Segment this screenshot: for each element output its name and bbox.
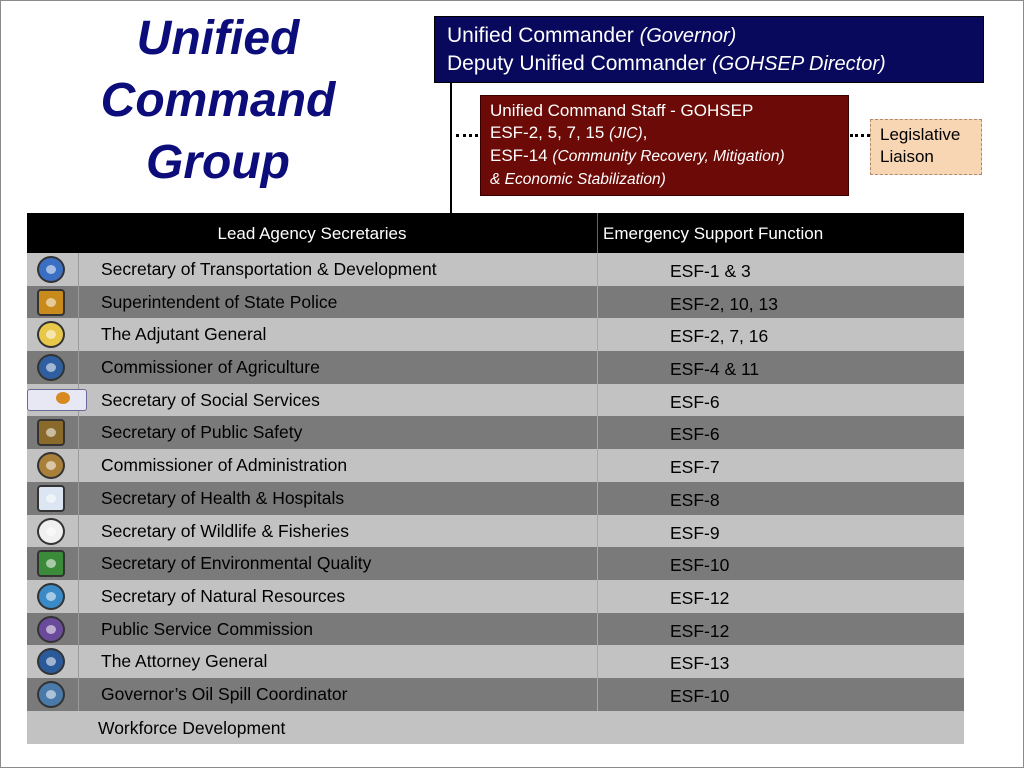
agency-name: The Adjutant General [101, 324, 267, 345]
table-body [27, 253, 964, 711]
legislative-liaison-box [870, 119, 982, 175]
column-divider [597, 580, 598, 613]
commander-line [447, 22, 983, 50]
header-esf: Emergency Support Function [603, 224, 824, 243]
table-row [27, 253, 964, 286]
staff-line-1: Unified Command Staff - GOHSEP [490, 101, 754, 120]
esf-value: ESF-13 [670, 653, 730, 674]
agency-name: Secretary of Public Safety [101, 422, 303, 443]
logo-cell [27, 351, 79, 384]
table-row [27, 384, 964, 417]
esf-value: ESF-1 & 3 [670, 261, 751, 281]
table-row [27, 580, 964, 613]
oil-spill-coordinator-seal-icon [37, 681, 65, 708]
column-divider [597, 286, 598, 319]
esf-value: ESF-6 [670, 391, 720, 412]
esf-value: ESF-12 [670, 620, 730, 641]
esf-value: ESF-4 & 11 [670, 359, 760, 380]
esf-value: ESF-2, 10, 13 [670, 293, 778, 314]
logo-cell [27, 678, 79, 711]
dotted-connector-right [850, 134, 870, 137]
table-row [27, 678, 964, 711]
agency-name: Secretary of Health & Hospitals [101, 487, 345, 508]
social-services-logo-icon [27, 389, 87, 411]
esf-value: ESF-7 [670, 457, 720, 478]
column-divider [597, 547, 598, 580]
column-divider [597, 645, 598, 678]
liaison-line-2: Liaison [880, 147, 934, 166]
table-row [27, 449, 964, 482]
wildlife-fisheries-seal-icon [37, 518, 65, 545]
agency-name: Commissioner of Agriculture [101, 357, 320, 378]
agency-name: Secretary of Natural Resources [101, 585, 346, 606]
workforce-row [27, 711, 964, 744]
logo-cell [27, 286, 79, 319]
table-row [27, 286, 964, 319]
deputy-commander-line [447, 50, 983, 78]
logo-cell [27, 318, 79, 351]
agency-name: Superintendent of State Police [101, 291, 338, 312]
natural-resources-seal-icon [37, 583, 65, 610]
column-divider [597, 449, 598, 482]
agriculture-seal-icon [37, 354, 65, 381]
national-guard-seal-icon [37, 321, 65, 348]
esf-value: ESF-9 [670, 522, 720, 543]
unified-commander-box [434, 16, 984, 83]
agency-name: Secretary of Transportation & Development [101, 259, 437, 279]
logo-cell [27, 580, 79, 613]
dotd-seal-icon [37, 256, 65, 283]
agency-name: Secretary of Wildlife & Fisheries [101, 520, 349, 541]
logo-cell [27, 645, 79, 678]
logo-cell [27, 547, 79, 580]
deputy-role: Deputy Unified Commander [447, 52, 712, 75]
column-divider [597, 351, 598, 384]
table-row [27, 482, 964, 515]
agency-name: Commissioner of Administration [101, 455, 348, 476]
esf-value: ESF-2, 7, 16 [670, 326, 769, 347]
column-divider [597, 482, 598, 515]
logo-cell [27, 384, 79, 417]
esf-value: ESF-10 [670, 685, 730, 706]
state-police-badge-icon [37, 289, 65, 316]
title-line-2: Command [100, 74, 336, 127]
public-safety-badge-icon [37, 419, 65, 446]
commander-role: Unified Commander [447, 24, 640, 47]
table-header [27, 213, 964, 253]
deq-logo-icon [37, 550, 65, 577]
table-row [27, 318, 964, 351]
logo-cell [27, 482, 79, 515]
commander-title: (Governor) [639, 25, 737, 47]
agency-name: The Attorney General [101, 651, 268, 672]
logo-cell [27, 416, 79, 449]
table-row [27, 351, 964, 384]
public-service-seal-icon [37, 616, 65, 643]
title-line-3: Group [146, 136, 290, 189]
deputy-title: (GOHSEP Director) [711, 53, 886, 75]
header-lead-agency: Lead Agency Secretaries [217, 224, 407, 243]
column-divider [597, 318, 598, 351]
staff-line-3: ESF-14 (Community Recovery, Mitigation) [490, 146, 785, 165]
logo-cell [27, 449, 79, 482]
table-row [27, 547, 964, 580]
header-divider [597, 213, 598, 253]
staff-line-2: ESF-2, 5, 7, 15 (JIC), [490, 123, 648, 142]
slide-title [68, 8, 368, 194]
logo-cell [27, 253, 79, 286]
logo-cell [27, 515, 79, 548]
connector-line [450, 83, 452, 214]
workforce-label: Workforce Development [98, 717, 286, 738]
administration-seal-icon [37, 452, 65, 479]
table-row [27, 416, 964, 449]
column-divider [597, 253, 598, 286]
table-row [27, 645, 964, 678]
esf-value: ESF-12 [670, 587, 730, 608]
attorney-general-seal-icon [37, 648, 65, 675]
agency-table [27, 213, 964, 744]
command-staff-box [480, 95, 849, 196]
dotted-connector-left [456, 134, 478, 137]
agency-name: Public Service Commission [101, 618, 314, 639]
esf-value: ESF-6 [670, 424, 720, 445]
agency-name: Secretary of Environmental Quality [101, 553, 372, 574]
title-line-1: Unified [136, 12, 300, 65]
esf-value: ESF-10 [670, 555, 730, 576]
esf-value: ESF-8 [670, 489, 720, 510]
agency-name: Governor’s Oil Spill Coordinator [101, 683, 348, 704]
liaison-line-1: Legislative [880, 125, 961, 144]
column-divider [597, 678, 598, 711]
column-divider [597, 384, 598, 417]
column-divider [597, 416, 598, 449]
logo-cell [27, 613, 79, 646]
column-divider [597, 515, 598, 548]
staff-line-4: & Economic Stabilization) [490, 171, 666, 188]
health-hospitals-logo-icon [37, 485, 65, 512]
agency-name: Secretary of Social Services [101, 389, 320, 410]
table-row [27, 515, 964, 548]
column-divider [597, 613, 598, 646]
table-row [27, 613, 964, 646]
